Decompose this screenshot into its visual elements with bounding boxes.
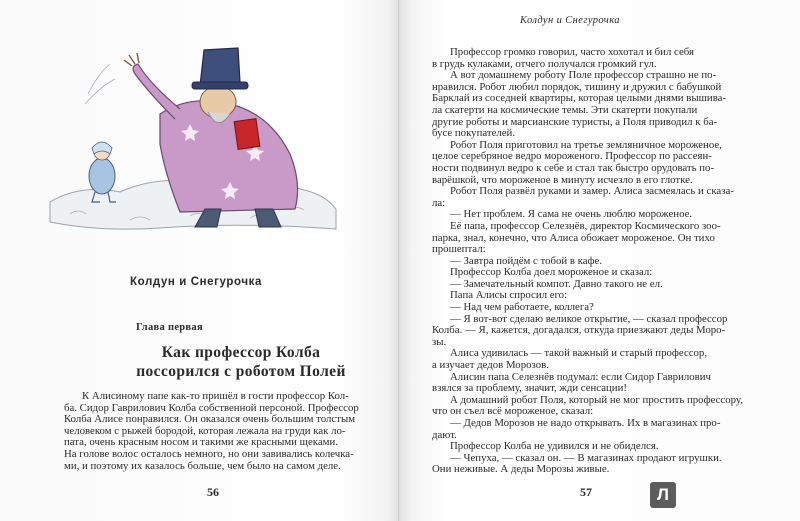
text-line: — Завтра пойдём с тобой в кафе. (450, 254, 603, 267)
chapter-series-title: Колдун и Снегурочка (130, 276, 262, 288)
publisher-logo-icon: Л (650, 482, 676, 508)
text-line: — Нет проблем. Я сама не очень люблю мороженое. (450, 208, 693, 221)
text-line: ности подвинул ведро к себе и стал так быстро орудовать по- (432, 161, 715, 174)
text-line: дают. (432, 428, 457, 441)
text-line: — Над чем работаете, коллега? (450, 301, 594, 314)
text-line: Её папа, профессор Селезнёв, директор Космического зоо- (450, 219, 721, 232)
text-line: варёшкой, что мороженое в минуту исчезло в его глотке. (432, 173, 693, 186)
text-line: что он съел всё мороженое, сказал: (432, 405, 594, 418)
text-line: человеком с рыжей бородой, которая лежала на груди как ло- (64, 424, 346, 437)
text-line: целое серебряное ведро мороженого. Профессор по рассеян- (432, 150, 712, 163)
text-line: Робот Поля развёл руками и замер. Алиса засмеялась и сказа- (450, 185, 734, 198)
text-line: пата, очень красным носом и такими же красными щеками. (64, 436, 338, 449)
text-line: А вот домашнему роботу Поле профессор страшно не по- (450, 69, 717, 82)
text-line: Колба. — Я, кажется, догадался, откуда приезжают деды Моро- (432, 324, 726, 337)
text-line: Колба Алисе понравился. Он оказался очень большим толстым (64, 413, 356, 426)
text-line: Алиса удивилась — такой важный и старый профессор, (450, 347, 708, 360)
running-head: Колдун и Снегурочка (520, 15, 620, 26)
page-number-right: 57 (580, 485, 592, 499)
text-line: а изучает дедов Морозов. (432, 359, 549, 372)
text-line: Папа Алисы спросил его: (450, 289, 568, 302)
text-line: ла: (432, 196, 446, 209)
text-line: Профессор Колба не удивился и не обиделся. (450, 440, 659, 453)
text-line: — Дедов Морозов не надо открывать. Их в магазинах про- (450, 417, 721, 429)
text-line: Барклай из соседней квартиры, которая целыми днями вышива- (432, 92, 727, 105)
text-line: ла скатерти на космические темы. Эти скатерти покупали (432, 103, 698, 116)
text-line: бусе покупателей. (432, 127, 516, 140)
text-line: А домашний робот Поля, который не мог простить профессору, (450, 393, 743, 406)
text-line: Профессор Колба доел мороженое и сказал: (450, 266, 653, 279)
chapter-title (96, 343, 386, 381)
text-line: в грудь кулаками, отчего получался громкий гул. (432, 57, 657, 70)
chapter-title-line: поссорился с роботом Полей (136, 363, 346, 380)
text-line: другие роботы и марсианские туристы, а Поля приводил к ба- (432, 115, 718, 128)
text-line: ми, и поэтому их казалось больше, чем было на самом деле. (64, 459, 341, 472)
right-body-text (432, 47, 772, 476)
text-line: парка, знал, конечно, что Алиса обожает мороженое. Он тихо (432, 231, 715, 244)
text-line: На голове волос осталось немного, но они завивались колечка- (64, 447, 354, 460)
text-line: — Я вот-вот сделаю великое открытие, — сказал профессор (450, 312, 728, 325)
text-line: Они неживые. А деды Морозы живые. (432, 463, 610, 476)
text-line: — Чепуха, — сказал он. — В магазинах продают игрушки. (450, 451, 722, 464)
text-line: прошептал: (432, 243, 486, 256)
left-body-text (64, 391, 388, 472)
text-line: — Замечательный компот. Давно такого не ел. (450, 277, 663, 290)
text-line: ба. Сидор Гаврилович Колба собственной персоной. Профессор (64, 401, 359, 414)
chapter-title-line: Как профессор Колба (161, 344, 321, 361)
text-line: нравился. Робот любил порядок, тишину и дружил с бабушкой (432, 80, 722, 93)
text-line: Профессор громко говорил, часто хохотал и бил себя (450, 46, 694, 58)
text-line: К Алисиному папе как-то пришёл в гости профессор Кол- (82, 390, 349, 402)
page-number-left: 56 (207, 485, 219, 499)
text-line: взялся за проблему, значит, жди сенсации! (432, 382, 627, 395)
chapter-label: Глава первая (136, 322, 203, 333)
illustration-wizard-and-snow-maiden (40, 24, 340, 234)
text-line: зы. (432, 335, 447, 348)
text-line: Робот Поля приготовил на третье земляничное мороженое, (450, 138, 722, 151)
left-page (0, 0, 399, 521)
text-line: Алисин папа Селезнёв подумал: если Сидор Гаврилович (450, 370, 711, 383)
